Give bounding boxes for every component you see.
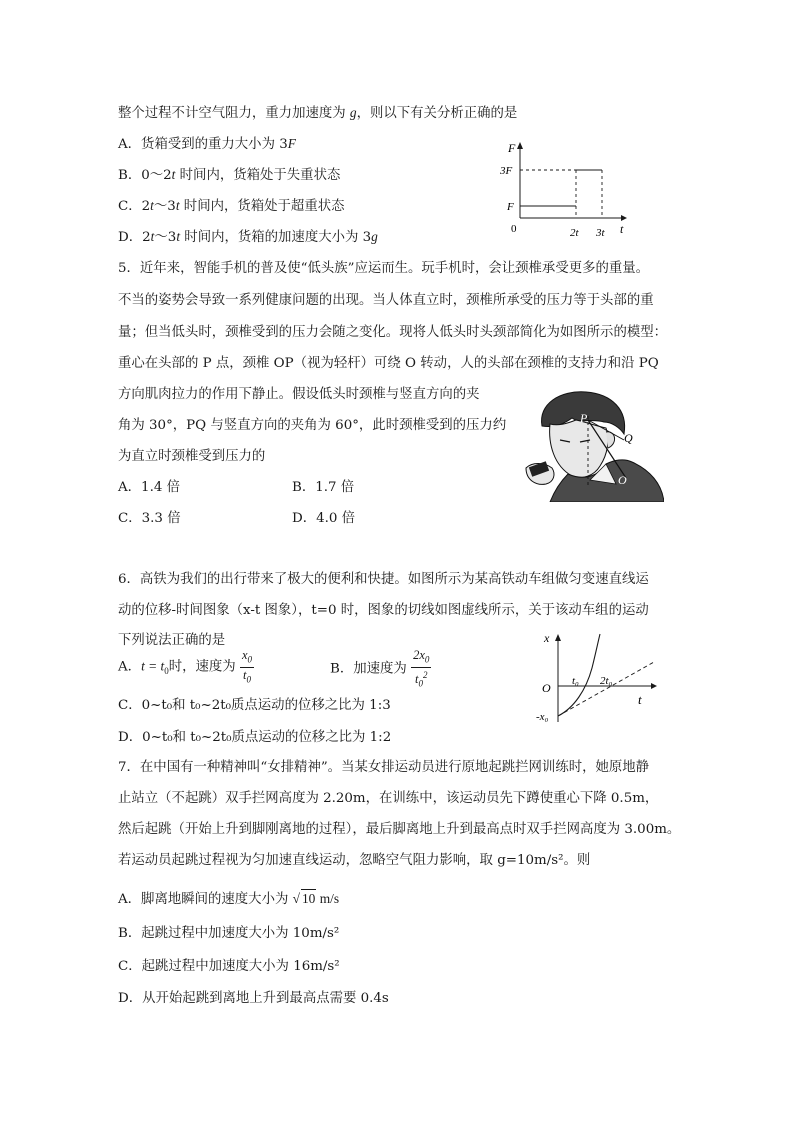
q7-line-2: 止站立（不起跳）双手拦网高度为 2.20m，在训练中，该运动员先下蹲使重心下降 0.5m，	[118, 791, 659, 806]
intro-line	[118, 104, 517, 123]
q6-line-2: 动的位移-时间图象（x-t 图象），t=0 时，图象的切线如图虚线所示，关于该动车组的运动	[118, 603, 649, 618]
q6-a-fraction	[240, 648, 254, 686]
q7-option-d[interactable]: D．从开始起跳到离地上升到最高点需要 0.4s	[118, 991, 389, 1006]
q4-tick-3t: 3t	[596, 227, 605, 239]
q4-c-mid: ～3	[153, 199, 176, 214]
q6-x-arrow	[651, 683, 657, 689]
q4-tick-f: F	[507, 201, 514, 213]
q6-b-den: t	[414, 671, 419, 686]
q4-c-var2: t	[175, 198, 180, 213]
q5-option-b[interactable]: B．1.7 倍	[292, 480, 355, 495]
q4-b-rest: 时间内，货箱处于失重状态	[175, 168, 341, 183]
q6-a-text: 时，速度为	[168, 659, 236, 675]
q4-tick-3f: 3F	[500, 165, 513, 177]
q4-c-rest: 时间内，货箱处于超重状态	[179, 199, 345, 214]
q7-option-a[interactable]: A．脚离地瞬间的速度大小为 √ 10 m/s	[118, 891, 340, 907]
q4-d-text: D．2	[118, 230, 151, 245]
q6-line-1: 6．高铁为我们的出行带来了极大的便利和快捷。如图所示为某高铁动车组做匀变速直线运	[118, 572, 649, 587]
q5-line-4: 重心在头部的 P 点，颈椎 OP（视为轻杆）可绕 O 转动，人的头部在颈椎的支持力和沿 PQ	[118, 356, 659, 371]
label-q: Q	[624, 431, 633, 445]
intro-g: g	[349, 105, 357, 120]
q6-a-cond: t = t	[141, 658, 165, 674]
q5-line-5: 方向肌肉拉力的作用下静止。假设低头时颈椎与竖直方向的夹	[118, 387, 480, 402]
q6-origin: O	[542, 681, 551, 695]
q4-origin: 0	[511, 223, 517, 235]
label-o: O	[618, 473, 627, 487]
q6-line-3: 下列说法正确的是	[118, 633, 226, 648]
q6-axis-x-label: t	[638, 692, 642, 707]
q5-option-a[interactable]: A．1.4 倍	[118, 480, 181, 495]
q4-tick-2t: 2t	[570, 227, 579, 239]
q4-c-text: C．2	[118, 199, 151, 214]
q4-option-d[interactable]	[118, 228, 378, 247]
q5-line-6: 角为 30°，PQ 与竖直方向的夹角为 60°，此时颈椎受到的压力约	[118, 418, 507, 433]
q4-b-var: t	[171, 167, 176, 182]
q4-d-rest: 时间内，货箱的加速度大小为 3	[180, 230, 372, 245]
q4-option-c[interactable]	[118, 197, 345, 216]
q6-a-den-sub: 0	[246, 674, 251, 684]
q6-a-cond-sub: 0	[164, 666, 169, 677]
q6-axis-y-label: x	[544, 631, 550, 645]
q5-line-7: 为直立时颈椎受到压力的	[118, 449, 266, 464]
q4-d-var3: g	[371, 229, 378, 244]
q6-tick-t0: t₀	[572, 675, 579, 687]
face	[550, 420, 608, 478]
q4-axis-y-label: F	[508, 141, 516, 155]
q6-tangent-line	[558, 662, 654, 716]
q6-y-arrow	[555, 634, 561, 641]
q6-position-time-graph	[530, 628, 660, 728]
q6-option-b[interactable]	[330, 648, 431, 689]
q4-option-b[interactable]	[118, 166, 340, 185]
q7-a-unit: m/s	[316, 891, 340, 906]
q6-b-fraction	[411, 648, 431, 690]
q6-a-label: A．	[118, 659, 142, 675]
q4-option-a[interactable]	[118, 135, 296, 154]
q6-b-label: B．加速度为	[330, 661, 407, 677]
intro-text-2: ，则以下有关分析正确的是	[356, 106, 518, 121]
q5-line-2: 不当的姿势会导致一系列健康问题的出现。当人体直立时，颈椎所承受的压力等于头部的重	[118, 293, 654, 308]
q7-line-4: 若运动员起跳过程视为匀加速直线运动，忽略空气阻力影响，取 g=10m/s²。则	[118, 853, 591, 868]
q6-tick-2t0: 2t₀	[600, 675, 613, 687]
q6-option-a[interactable]	[118, 648, 254, 682]
q5-option-d[interactable]: D．4.0 倍	[292, 511, 356, 526]
q4-b-text: B．0～2	[118, 168, 172, 183]
q6-a-num-sub: 0	[247, 654, 253, 665]
q5-line-1: 5．近年来，智能手机的普及使“低头族”应运而生。玩手机时，会让颈椎承受更多的重量。	[118, 261, 650, 276]
q7-option-b[interactable]: B．起跳过程中加速度大小为 10m/s²	[118, 926, 340, 941]
q4-y-arrow	[517, 142, 523, 149]
q5-line-3: 量；但当低头时，颈椎受到的压力会随之变化。现将人低头时头颈部简化为如图所示的模型：	[118, 325, 668, 340]
q4-d-var2: t	[176, 229, 181, 244]
q6-tick-neg-x0: -x₀	[536, 711, 549, 723]
q7-line-1: 7．在中国有一种精神叫“女排精神”。当某女排运动员进行原地起跳拦网训练时，她原地静	[118, 760, 650, 775]
q5-option-c[interactable]: C．3.3 倍	[118, 511, 181, 526]
q7-a-label: A．脚离地瞬间的速度大小为	[118, 892, 293, 907]
q7-option-c[interactable]: C．起跳过程中加速度大小为 16m/s²	[118, 959, 340, 974]
q4-x-arrow	[621, 215, 627, 221]
q6-b-num-sub: 0	[424, 654, 430, 665]
q4-force-time-graph	[496, 138, 636, 240]
q4-d-var1: t	[150, 229, 155, 244]
q4-c-var1: t	[150, 198, 154, 213]
q7-a-sqrt: 10	[301, 891, 316, 906]
q4-d-mid: ～3	[154, 230, 177, 245]
q7-line-3: 然后起跳（开始上升到脚刚离地的过程），最后脚离地上升到最高点时双手拦网高度为 3.00m。	[118, 822, 681, 837]
q6-b-num: 2x	[413, 648, 425, 662]
q5-head-neck-illustration	[520, 388, 664, 502]
label-p: P	[580, 411, 588, 425]
q6-a-den: t	[243, 667, 247, 682]
q6-b-den-sub: 0	[418, 678, 423, 689]
q4-a-text: A．货箱受到的重力大小为 3	[118, 137, 288, 152]
q4-axis-x-label: t	[620, 222, 624, 236]
q4-a-var: F	[287, 136, 296, 151]
intro-text-1: 整个过程不计空气阻力，重力加速度为	[118, 106, 350, 121]
q6-b-den-sup: 2	[422, 669, 428, 680]
q6-option-d[interactable]: D．0~t₀和 t₀~2t₀质点运动的位移之比为 1:2	[118, 730, 392, 745]
q6-option-c[interactable]: C．0~t₀和 t₀~2t₀质点运动的位移之比为 1:3	[118, 698, 391, 713]
q6-a-num: x	[241, 648, 248, 662]
